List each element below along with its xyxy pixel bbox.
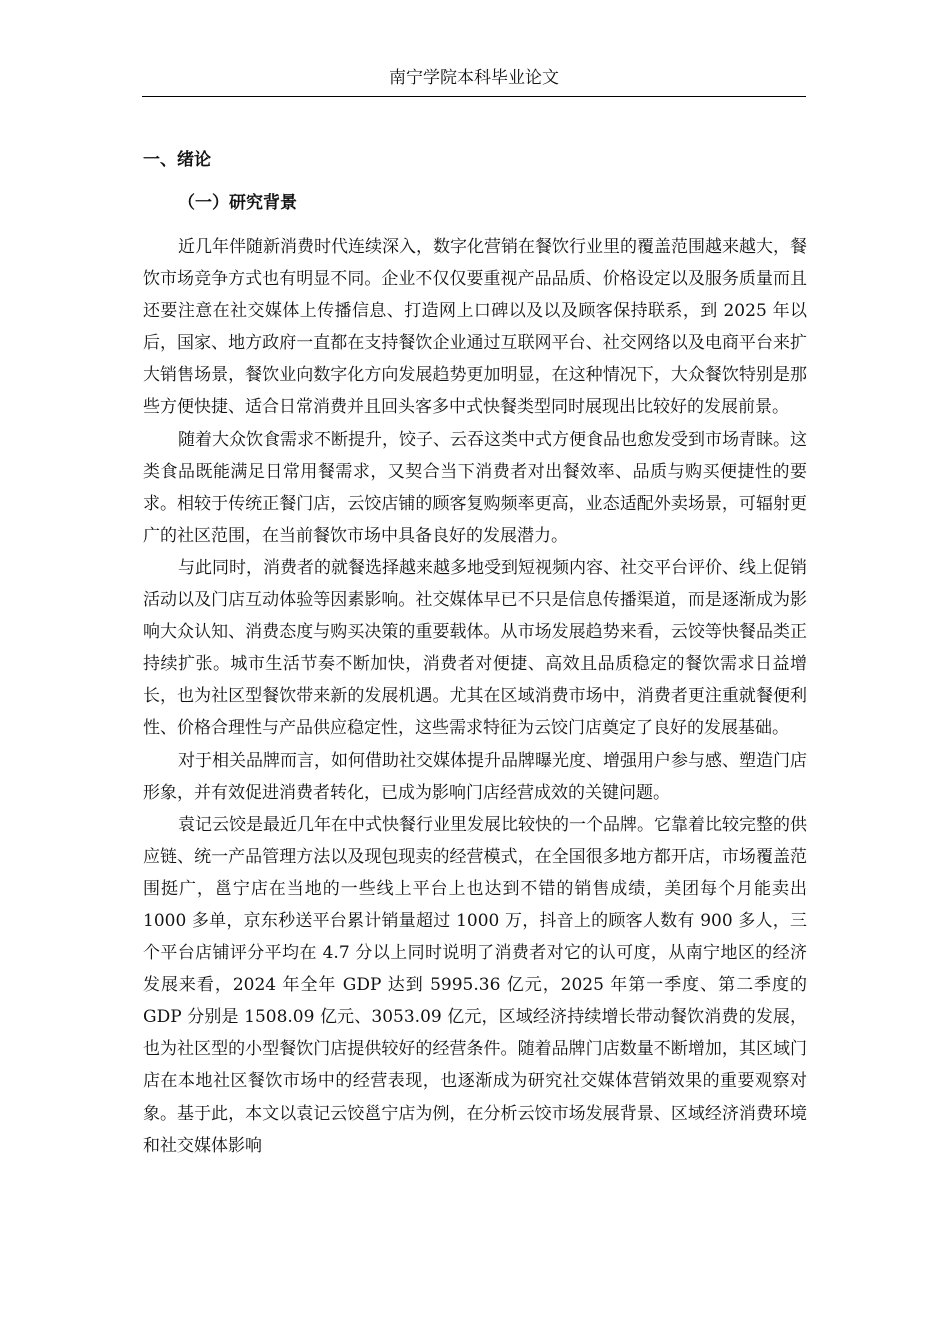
paragraph-2: 随着大众饮食需求不断提升，饺子、云吞这类中式方便食品也愈发受到市场青睐。这类食品既能满足日常用餐需求，又契合当下消费者对出餐效率、品质与购买便捷性的要求。相较于传统正餐门店，云饺店铺的顾客复购频率更高，业态适配外卖场景，可辐射更广的社区范围，在当前餐饮市场中具备良好的发展潜力。 xyxy=(143,429,807,546)
page-header xyxy=(142,66,806,97)
chapter-heading: 一、绪论 xyxy=(143,150,211,170)
header-title: 南宁学院本科毕业论文 xyxy=(389,68,559,88)
paragraph-1: 近几年伴随新消费时代连续深入，数字化营销在餐饮行业里的覆盖范围越来越大，餐饮市场竞争方式也有明显不同。企业不仅仅要重视产品品质、价格设定以及服务质量而且还要注意在社交媒体上传播信息、打造网上口碑以及以及顾客保持联系，到 2025 年以后，国家、地方政府一直都在支持餐饮企业通过互联网平台、社交网络以及电商平台来扩大销售场景，餐饮业向数字化方向发展趋势更加明显，在这种情况下，大众餐饮特别是那些方便快捷、适合日常消费并且回头客多中式快餐类型同时展现出比较好的发展前景。 xyxy=(143,237,807,418)
paragraph-4: 对于相关品牌而言，如何借助社交媒体提升品牌曝光度、增强用户参与感、塑造门店形象，并有效促进消费者转化，已成为影响门店经营成效的关键问题。 xyxy=(143,750,807,803)
paragraph-5: 袁记云饺是最近几年在中式快餐行业里发展比较快的一个品牌。它靠着比较完整的供应链、统一产品管理方法以及现包现卖的经营模式，在全国很多地方都开店，市场覆盖范围挺广，邕宁店在当地的一些线上平台上也达到不错的销售成绩，美团每个月能卖出 1000 多单，京东秒送平台累计销量超过 1000 万，抖音上的顾客人数有 900 多人，三个平台店铺评分平均在 4.7 分以上同时说明了消费者对它的认可度，从南宁地区的经济发展来看，2024 年全年 GDP 达到 5995.36 亿元，2025 年第一季度、第二季度的 GDP 分别是 1508.09 亿元、3053.09 亿元，区域经济持续增长带动餐饮消费的发展，也为社区型的小型餐饮门店提供较好的经营条件。随着品牌门店数量不断增加，其区域门店在本地社区餐饮市场中的经营表现，也逐渐成为研究社交媒体营销效果的重要观察对象。基于此，本文以袁记云饺邕宁店为例，在分析云饺市场发展背景、区域经济消费环境和社交媒体影响 xyxy=(143,814,807,1156)
paragraph-3: 与此同时，消费者的就餐选择越来越多地受到短视频内容、社交平台评价、线上促销活动以及门店互动体验等因素影响。社交媒体早已不只是信息传播渠道，而是逐渐成为影响大众认知、消费态度与购买决策的重要载体。从市场发展趋势来看，云饺等快餐品类正持续扩张。城市生活节奏不断加快，消费者对便捷、高效且品质稳定的餐饮需求日益增长，也为社区型餐饮带来新的发展机遇。尤其在区域消费市场中，消费者更注重就餐便利性、价格合理性与产品供应稳定性，这些需求特征为云饺门店奠定了良好的发展基础。 xyxy=(143,557,807,739)
body-text xyxy=(143,231,807,1162)
section-subheading: （一）研究背景 xyxy=(178,193,297,213)
